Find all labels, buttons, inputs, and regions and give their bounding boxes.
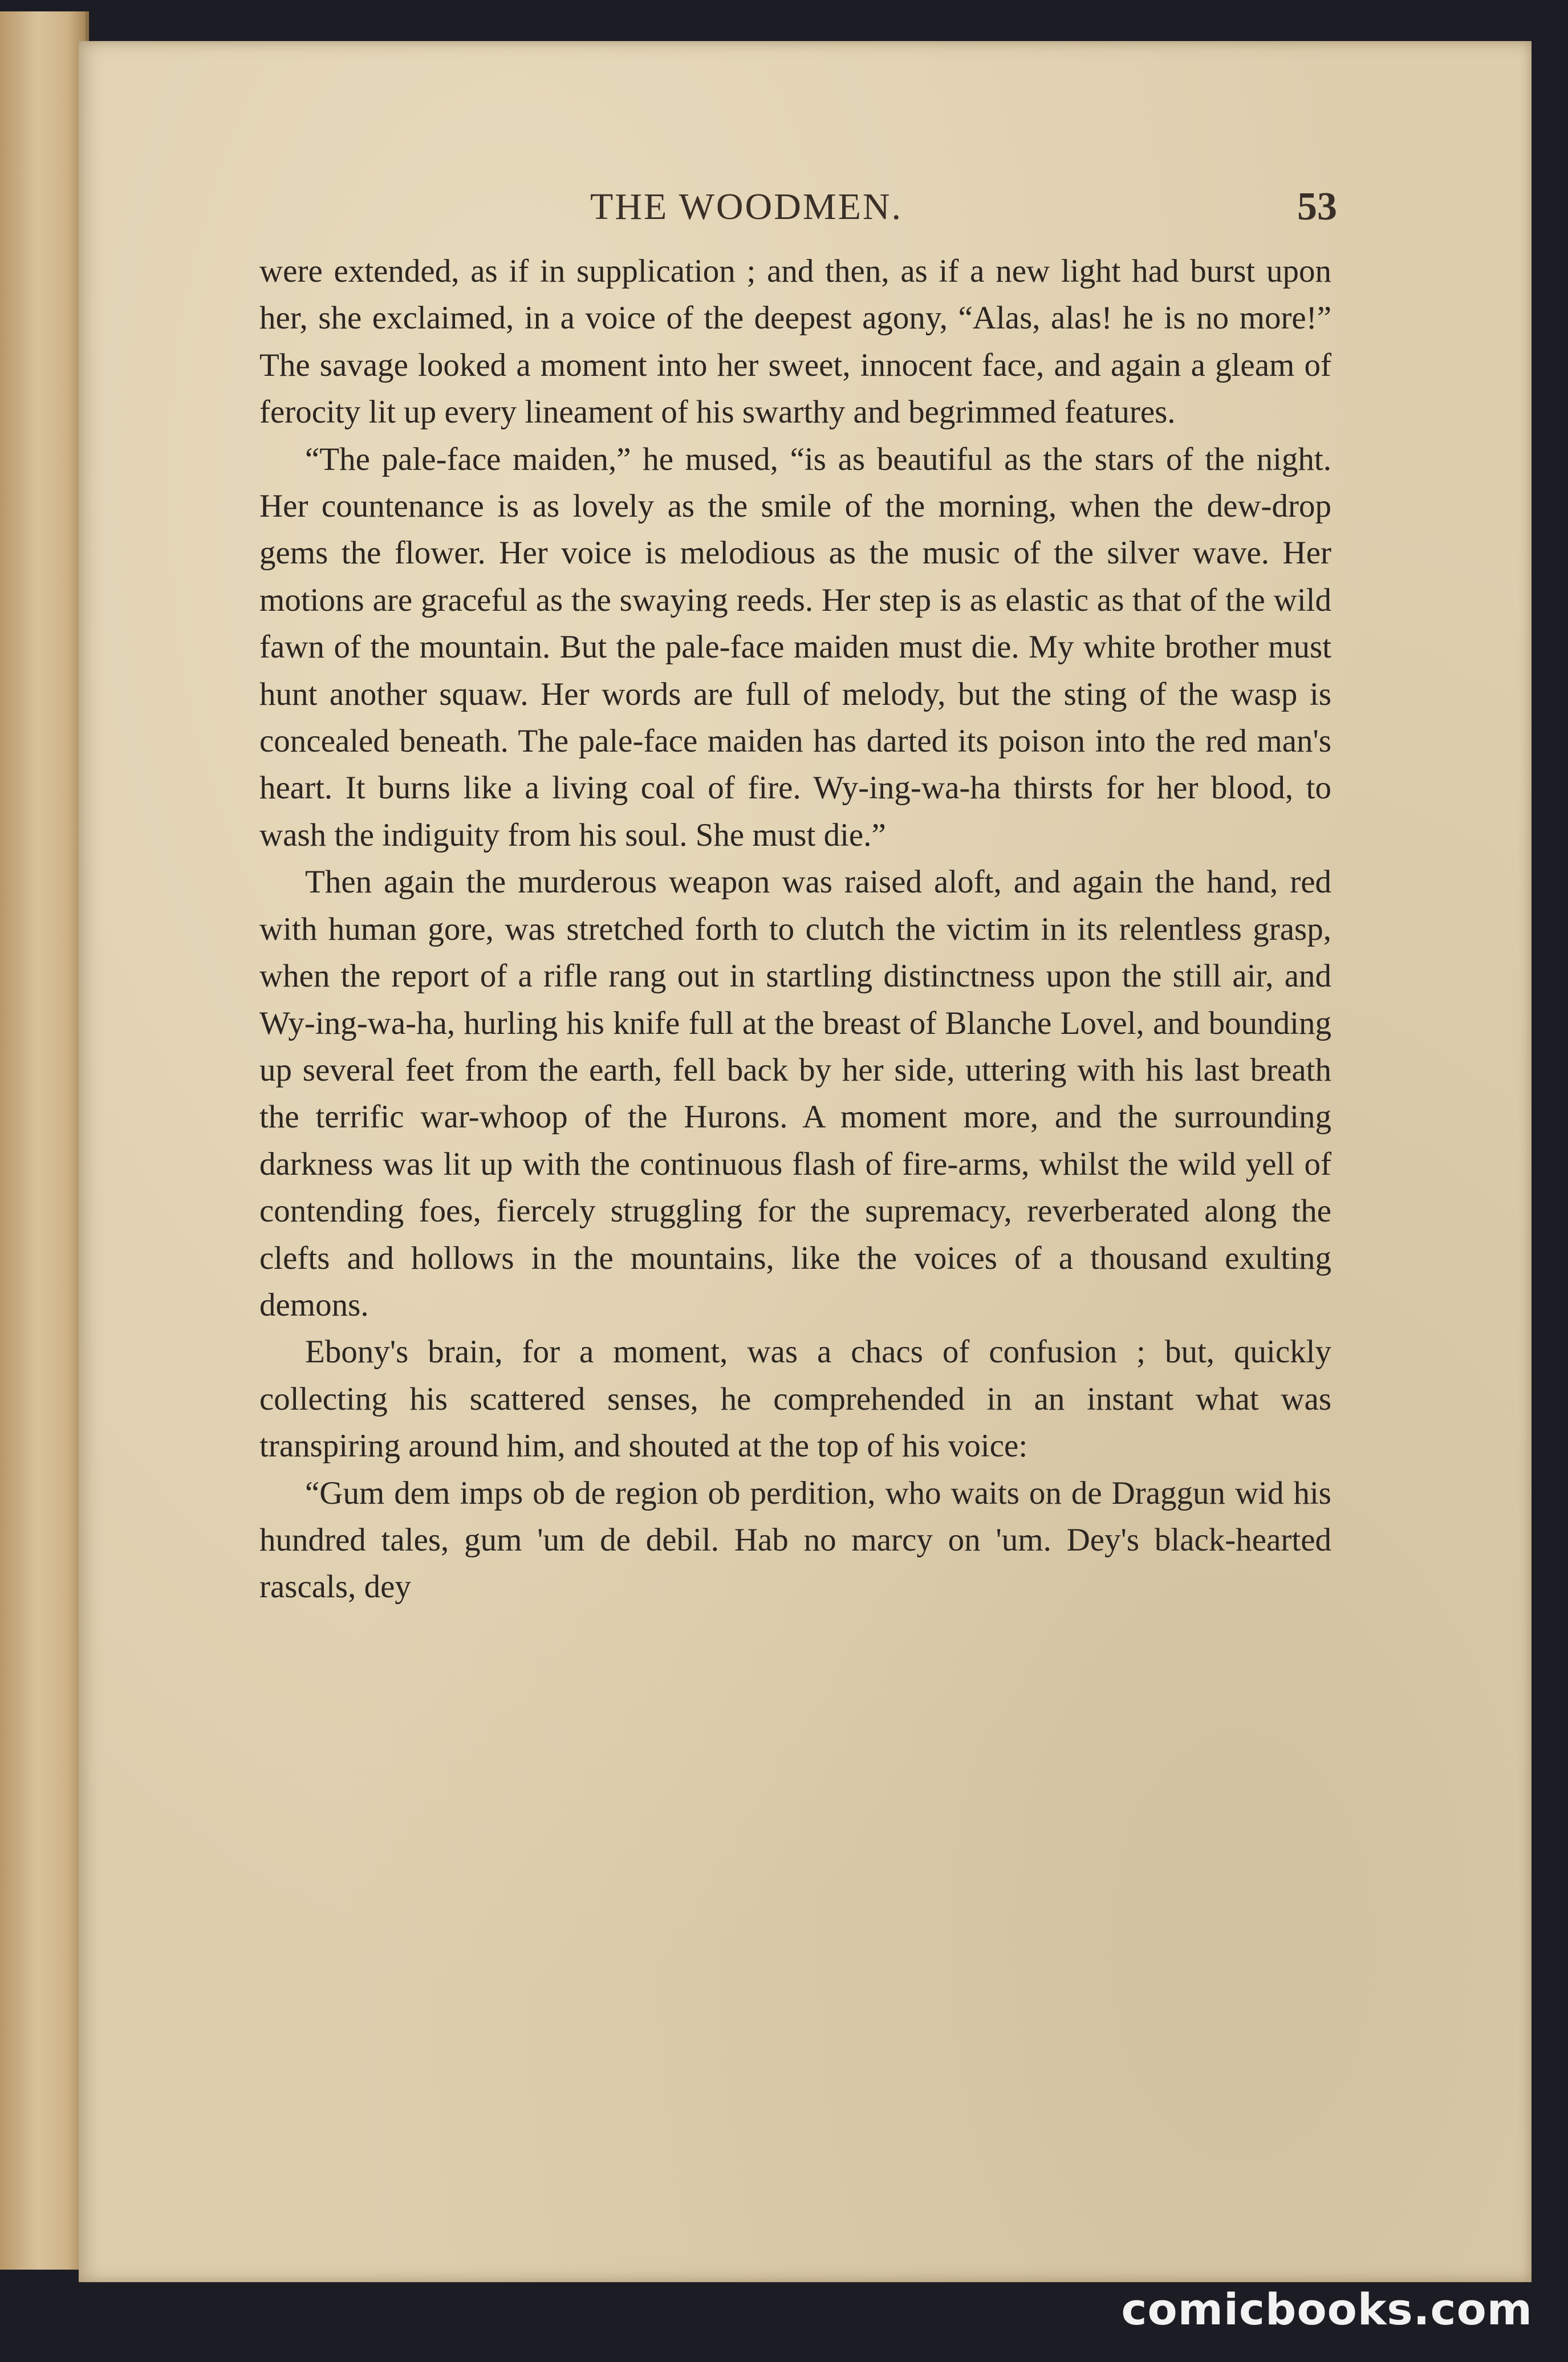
paragraph-1: were extended, as if in supplication ; and then, as if a new light had burst upon her, she exclaimed, in a voice of the deepest agony, “Alas, alas! he is no more!” The savage looked a moment into her sweet, innocent face, and again a gleam of ferocity lit up every lineament of his swarthy and begrimmed features. (259, 253, 1331, 431)
paragraph-3: Then again the murderous weapon was raised aloft, and again the hand, red with human gore, was stretched forth to clutch the victim in its relentless grasp, when the report of a rifle rang out in startling distinctness upon the still air, and Wy-ing-wa-ha, hurling his knife full at the breast of Blanche Lovel, and bounding up several feet from the earth, fell back by her side, uttering with his last breath the terrific war-whoop of the Hurons. A moment more, and the surrounding darkness was lit up with the continuous flash of fire-arms, whilst the wild yell of contending foes, fiercely struggling for the supremacy, reverberated along the clefts and hollows in the mountains, like the voices of a thousand exulting demons. (259, 864, 1331, 1323)
paragraph-2: “The pale-face maiden,” he mused, “is as beautiful as the stars of the night. Her countenance is as lovely as the smile of the morning, when the dew-drop gems the flower. Her voice is melodious as the music of the silver wave. Her motions are graceful as the swaying reeds. Her step is as elastic as that of the wild fawn of the mountain. But the pale-face maiden must die. My white brother must hunt another squaw. Her words are full of melody, but the sting of the wasp is concealed beneath. The pale-face maiden has darted its poison into the red man's heart. It burns like a living coal of fire. Wy-ing-wa-ha thirsts for her blood, to wash the indiguity from his soul. She must die.” (259, 441, 1331, 853)
facing-page-edge (0, 11, 89, 2270)
page-header (590, 176, 1337, 238)
paragraph-4: Ebony's brain, for a moment, was a chacs of confusion ; but, quickly collecting his scattered senses, he comprehended in an instant what was transpiring around him, and shouted at the top of his voice: (259, 1334, 1331, 1464)
running-title: THE WOODMEN. (590, 186, 903, 228)
paragraph-5: “Gum dem imps ob de region ob perdition, who waits on de Draggun wid his hundred tales, gum 'um de debil. Hab no marcy on 'um. Dey's black-hearted rascals, dey (259, 1475, 1331, 1605)
body-text (259, 248, 1331, 1611)
page-number: 53 (1297, 185, 1337, 229)
watermark: comicbooks.com (1121, 2284, 1533, 2335)
